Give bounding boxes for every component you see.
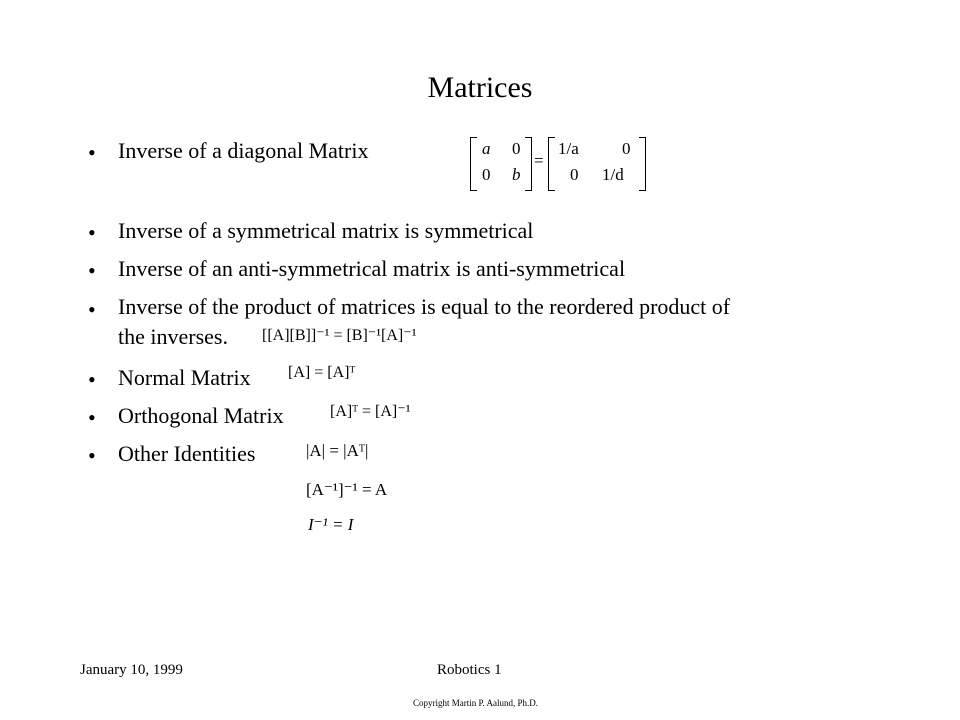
determinant-identity: |A| = |Aᵀ| [306, 441, 369, 460]
bullet-glyph: • [88, 443, 96, 468]
bullet-product-inverse-cont: the inverses. [118, 324, 228, 349]
product-inverse-equation: [[A][B]]⁻¹ = [B]⁻¹[A]⁻¹ [262, 327, 417, 344]
footer-course: Robotics 1 [437, 662, 502, 678]
identity-inverse: I⁻¹ = I [308, 515, 354, 534]
bullet-glyph: • [88, 297, 96, 322]
bullet-antisymmetric-inverse: Inverse of an anti-symmetrical matrix is anti-symmetrical [118, 256, 626, 281]
matrix-zero: 0 [622, 139, 631, 158]
bullet-other-identities: Other Identities [118, 441, 256, 466]
matrix-zero: 0 [512, 139, 521, 158]
bullet-glyph: • [88, 367, 96, 392]
bullet-product-inverse: Inverse of the product of matrices is equal to the reordered product of [118, 294, 731, 319]
matrix-inv-a: 1/a [558, 139, 579, 158]
bullet-symmetric-inverse: Inverse of a symmetrical matrix is symmetrical [118, 218, 534, 243]
footer-copyright: Copyright Martin P. Aalund, Ph.D. [413, 698, 539, 708]
matrix-b: b [512, 165, 521, 184]
bullet-glyph: • [88, 258, 96, 283]
footer-date: January 10, 1999 [80, 662, 183, 678]
orthogonal-matrix-equation: [A]ᵀ = [A]⁻¹ [330, 403, 411, 420]
double-inverse-identity: [A⁻¹]⁻¹ = A [306, 480, 388, 499]
normal-matrix-equation: [A] = [A]ᵀ [288, 364, 356, 381]
matrix-inv-d: 1/d [602, 165, 624, 184]
matrix-zero: 0 [570, 165, 579, 184]
bullet-orthogonal-matrix: Orthogonal Matrix [118, 403, 284, 428]
bullet-normal-matrix: Normal Matrix [118, 365, 251, 390]
bullet-glyph: • [88, 220, 96, 245]
bullet-glyph: • [88, 140, 96, 165]
diagonal-inverse-equation [470, 137, 650, 193]
bullet-diagonal-inverse: Inverse of a diagonal Matrix [118, 138, 369, 163]
bullet-glyph: • [88, 405, 96, 430]
matrix-a: a [482, 139, 491, 158]
slide-title: Matrices [427, 71, 533, 104]
equals-sign: = [534, 151, 544, 170]
matrix-zero: 0 [482, 165, 491, 184]
